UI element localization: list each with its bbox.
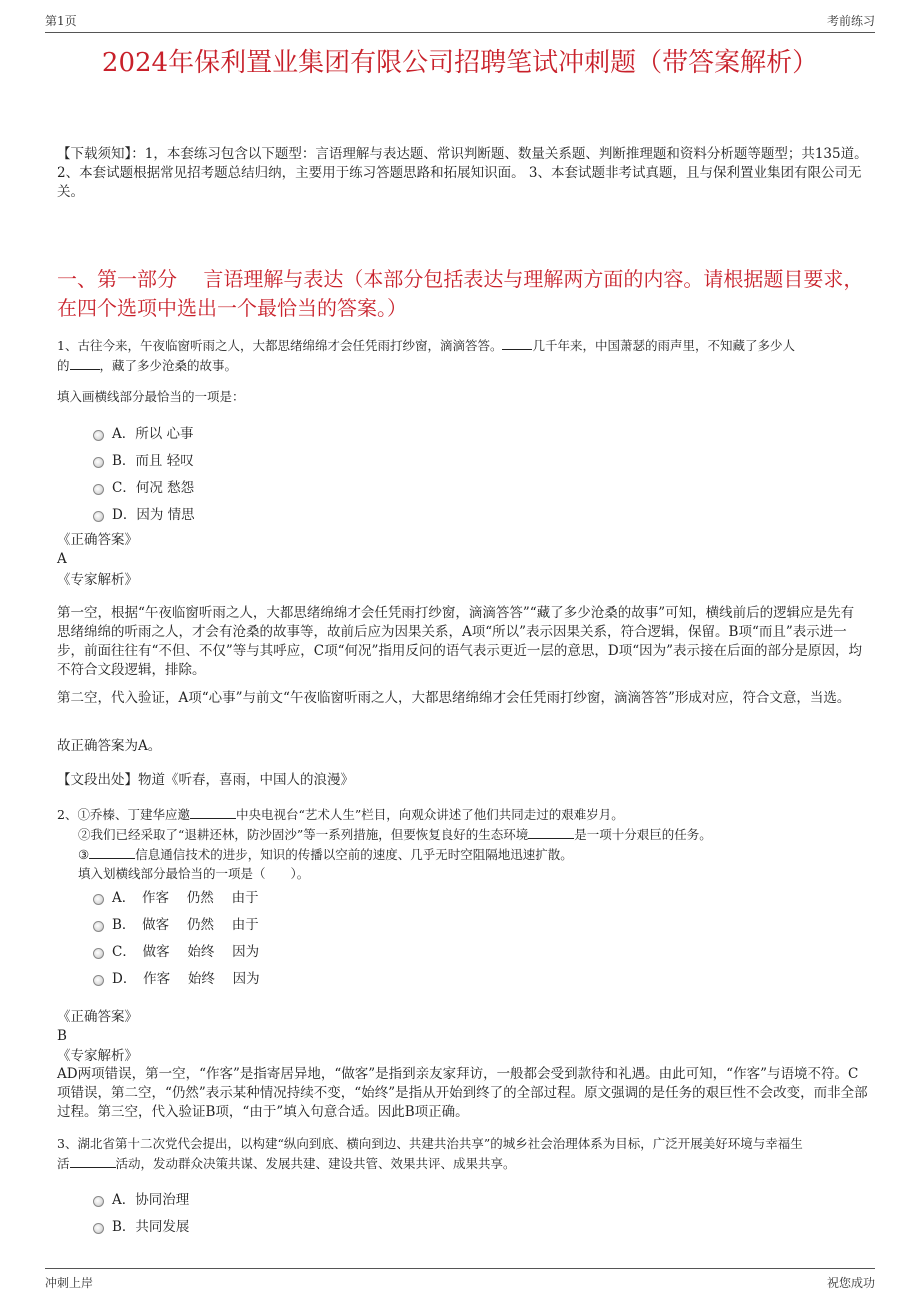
question-3-stem-1: 3、湖北省第十二次党代会提出，以构建“纵向到底、横向到边、共建共治共享”的城乡社会治理体系为目标，广泛开展美好环境与幸福生 bbox=[57, 1136, 803, 1151]
q2-text-2b: 是一项十分艰巨的任务。 bbox=[574, 827, 712, 842]
document-title: 2024年保利置业集团有限公司招聘笔试冲刺题（带答案解析） bbox=[101, 48, 819, 78]
q2-analysis-label: 《专家解析》 bbox=[57, 1048, 138, 1064]
question-2-stem-3 bbox=[78, 845, 868, 865]
option-label: C．何况 愁怨 bbox=[112, 480, 195, 496]
q3-text-2a: 活 bbox=[57, 1156, 70, 1171]
page-header bbox=[45, 12, 875, 33]
option-label: A．所以 心事 bbox=[112, 426, 194, 442]
q1-blank-1 bbox=[502, 337, 532, 350]
download-notice: 【下载须知】：1，本套练习包含以下题型：言语理解与表达题、常识判断题、数量关系题、判断推理题和资料分析题等题型；共135道。 2、本套试题根据常见招考题总结归纳，主要用于练习答题思路和拓展知识面。 3、本套试题非考试真题，且与保利置业集团有限公司无关。 bbox=[57, 146, 868, 200]
radio-icon[interactable] bbox=[93, 921, 104, 932]
q3-blank-1 bbox=[70, 1155, 116, 1168]
option-label: A． 作客 仍然 由于 bbox=[112, 890, 259, 906]
q2-option-b[interactable] bbox=[93, 913, 259, 933]
q1-answer-label: 《正确答案》 bbox=[57, 532, 138, 548]
question-2-stem-2 bbox=[78, 825, 868, 845]
option-label: B．共同发展 bbox=[112, 1219, 190, 1235]
q2-blank-1 bbox=[190, 806, 236, 819]
section-heading: 一、第一部分 言语理解与表达（本部分包括表达与理解两方面的内容。请根据题目要求，在四个选项中选出一个最恰当的答案。） bbox=[57, 267, 864, 320]
q2-text-1b: 中央电视台“艺术人生”栏目，向观众讲述了他们共同走过的艰难岁月。 bbox=[235, 807, 624, 822]
q1-blank-2 bbox=[70, 357, 100, 370]
q2-text-1a: 2、①乔榛、丁建华应邀 bbox=[57, 807, 190, 822]
q1-option-b[interactable] bbox=[93, 449, 194, 469]
page-footer bbox=[45, 1268, 875, 1293]
q2-text-2a: ②我们已经采取了“退耕还林，防沙固沙”等一系列措施，但要恢复良好的生态环境 bbox=[78, 827, 529, 842]
q1-option-a[interactable] bbox=[93, 422, 194, 442]
option-label: A．协同治理 bbox=[112, 1192, 190, 1208]
q1-conclusion: 故正确答案为A。 bbox=[57, 738, 162, 754]
option-label: D． 作客 始终 因为 bbox=[112, 971, 260, 987]
q2-option-c[interactable] bbox=[93, 940, 259, 960]
page-number: 第1页 bbox=[45, 14, 77, 28]
q1-text-part1: 1、古往今来，午夜临窗听雨之人，大都思绪绵绵才会任凭雨打纱窗，滴滴答答。 bbox=[57, 338, 503, 353]
option-label: B． 做客 仍然 由于 bbox=[112, 917, 259, 933]
q1-prompt: 填入画横线部分最恰当的一项是： bbox=[57, 389, 245, 404]
q2-prompt: 填入划横线部分最恰当的一项是（ ）。 bbox=[78, 866, 310, 881]
radio-icon[interactable] bbox=[93, 975, 104, 986]
footer-left: 冲刺上岸 bbox=[45, 1276, 94, 1290]
option-label: C． 做客 始终 因为 bbox=[112, 944, 260, 960]
radio-icon[interactable] bbox=[93, 457, 104, 468]
radio-icon[interactable] bbox=[93, 1196, 104, 1207]
header-tag: 考前练习 bbox=[826, 14, 875, 28]
q3-text-2b: 活动，发动群众决策共谋、发展共建、建设共管、效果共评、成果共享。 bbox=[115, 1156, 516, 1171]
radio-icon[interactable] bbox=[93, 511, 104, 522]
q1-analysis-label: 《专家解析》 bbox=[57, 572, 138, 588]
question-1-stem bbox=[57, 336, 869, 356]
q2-text-3b: 信息通信技术的进步，知识的传播以空前的速度、几乎无时空阻隔地迅速扩散。 bbox=[135, 847, 573, 862]
q1-source: 【文段出处】物道《听春，喜雨，中国人的浪漫》 bbox=[57, 772, 354, 788]
radio-icon[interactable] bbox=[93, 1223, 104, 1234]
q2-option-a[interactable] bbox=[93, 886, 259, 906]
radio-icon[interactable] bbox=[93, 894, 104, 905]
radio-icon[interactable] bbox=[93, 484, 104, 495]
question-1-stem-line2 bbox=[57, 356, 869, 376]
radio-icon[interactable] bbox=[93, 948, 104, 959]
q1-text-part2: 几千年来，中国萧瑟的雨声里，不知藏了多少人 bbox=[532, 338, 795, 353]
footer-right: 祝您成功 bbox=[826, 1276, 875, 1290]
q1-analysis-2: 第二空，代入验证，A项“心事”与前文“午夜临窗听雨之人，大都思绪绵绵才会任凭雨打纱窗，滴滴答答”形成对应，符合文意，当选。 bbox=[57, 690, 851, 706]
q3-option-a[interactable] bbox=[93, 1188, 189, 1208]
q1-option-d[interactable] bbox=[93, 503, 195, 523]
question-2-stem-1 bbox=[57, 805, 869, 825]
option-label: D．因为 情思 bbox=[112, 507, 195, 523]
q2-blank-2 bbox=[528, 826, 574, 839]
q3-option-b[interactable] bbox=[93, 1215, 189, 1235]
q2-answer-label: 《正确答案》 bbox=[57, 1009, 138, 1025]
q1-text-part4: ，藏了多少沧桑的故事。 bbox=[99, 358, 238, 373]
q1-analysis-1: 第一空，根据“午夜临窗听雨之人，大都思绪绵绵才会任凭雨打纱窗，滴滴答答”“藏了多少沧桑的故事”可知，横线前后的逻辑应是先有思绪绵绵的听雨之人，才会有沧桑的故事等，故前后应为因果关系，A项“所以”表示因果关系，符合逻辑，保留。B项“而且”表示进一步，前面往往有“不但、不仅”等与其呼应，C项“何况”指用反问的语气表示更近一层的意思，D项“因为”表示接在后面的部分是原因，均不符合文段逻辑，排除。 bbox=[57, 605, 863, 678]
q1-text-part3: 的 bbox=[57, 358, 70, 373]
radio-icon[interactable] bbox=[93, 430, 104, 441]
q2-analysis: AD两项错误，第一空，“作客”是指寄居异地，“做客”是指到亲友家拜访，一般都会受到款待和礼遇。由此可知，“作客”与语境不符。C项错误，第二空，“仍然”表示某种情况持续不变，“始终”是指从开始到终了的全部过程。原文强调的是任务的艰巨性不会改变，而非全部过程。第三空，代入验证B项，“由于”填入句意合适。因此B项正确。 bbox=[57, 1066, 868, 1120]
q2-answer: B bbox=[57, 1028, 67, 1044]
option-label: B．而且 轻叹 bbox=[112, 453, 194, 469]
q2-text-3a: ③ bbox=[78, 847, 90, 862]
question-3-stem-2 bbox=[57, 1154, 869, 1174]
q1-answer: A bbox=[57, 551, 67, 567]
q2-blank-3 bbox=[89, 846, 135, 859]
q1-option-c[interactable] bbox=[93, 476, 194, 496]
q2-option-d[interactable] bbox=[93, 967, 260, 987]
